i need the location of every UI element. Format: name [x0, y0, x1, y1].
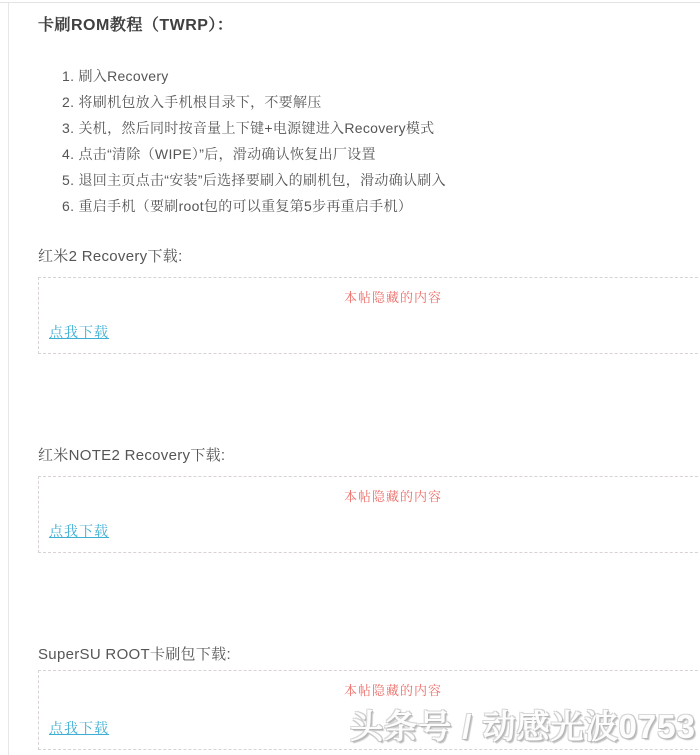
tutorial-step: 1. 刷入Recovery	[62, 68, 169, 84]
hidden-content-notice: 本帖隐藏的内容	[343, 683, 442, 698]
hidden-content-notice: 本帖隐藏的内容	[343, 290, 442, 305]
top-divider	[0, 2, 700, 3]
tutorial-step: 6. 重启手机（要刷root包的可以重复第5步再重启手机）	[62, 198, 413, 214]
tutorial-step: 4. 点击“清除（WIPE）”后，滑动确认恢复出厂设置	[62, 146, 376, 162]
download-link-redmi2[interactable]: 点我下载	[49, 324, 109, 340]
tutorial-steps	[62, 63, 446, 219]
tutorial-step: 3. 关机，然后同时按音量上下键+电源键进入Recovery模式	[62, 120, 435, 136]
tutorial-step: 5. 退回主页点击“安装”后选择要刷入的刷机包，滑动确认刷入	[62, 172, 446, 188]
section-heading-redminote2: 红米NOTE2 Recovery下载:	[38, 447, 226, 464]
section-heading-supersu: SuperSU ROOT卡刷包下载:	[38, 646, 231, 663]
left-divider	[8, 3, 9, 755]
hidden-content-notice: 本帖隐藏的内容	[343, 489, 442, 504]
download-link-supersu[interactable]: 点我下载	[49, 720, 109, 736]
page-title: 卡刷ROM教程（TWRP）：	[38, 17, 234, 34]
toutiao-watermark: 头条号 / 动感光波0753	[350, 708, 696, 745]
tutorial-step: 2. 将刷机包放入手机根目录下，不要解压	[62, 94, 322, 110]
hidden-content-box	[38, 277, 700, 354]
hidden-content-box	[38, 476, 700, 553]
section-heading-redmi2: 红米2 Recovery下载:	[38, 248, 183, 265]
download-link-redminote2[interactable]: 点我下载	[49, 523, 109, 539]
